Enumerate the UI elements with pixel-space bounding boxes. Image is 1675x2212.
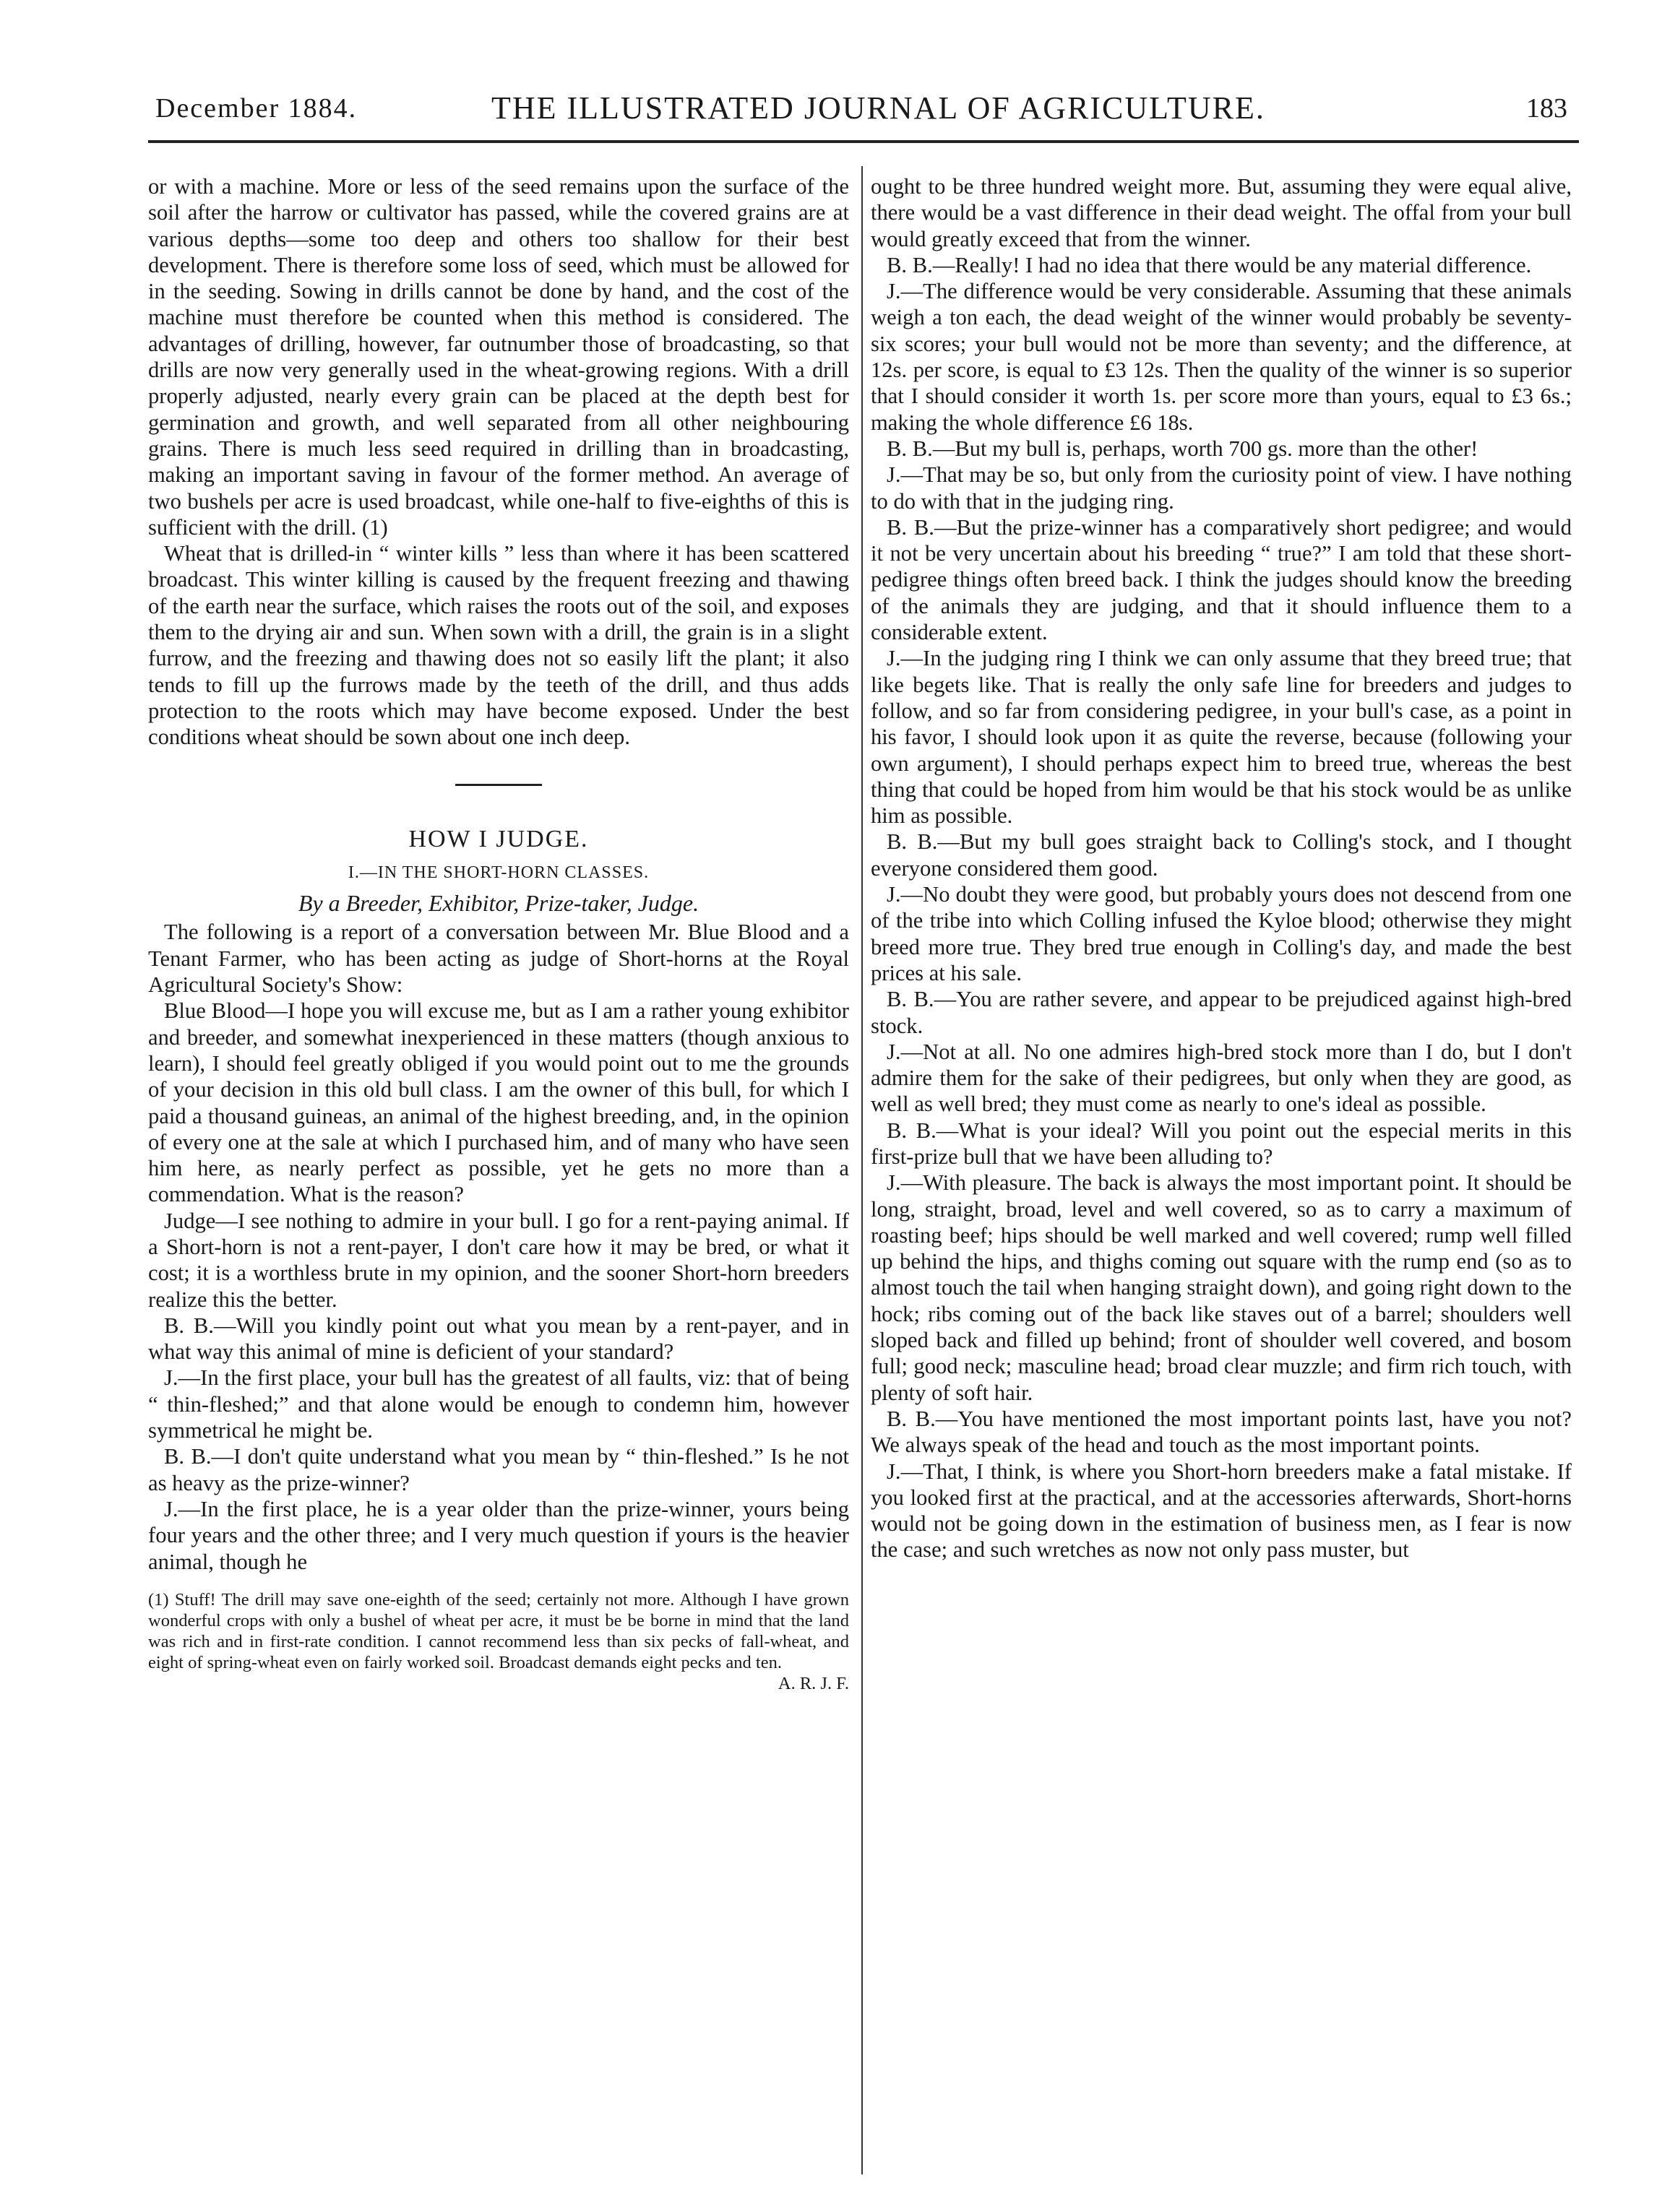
paragraph: B. B.—Really! I had no idea that there would be any material difference. [887, 252, 1532, 277]
paragraph: Wheat that is drilled-in “ winter kills ” less than where it has been scattered broadcast. This winter killing is caused by the frequent freezing and thawing of the earth near the surface, which raises the roots out of the soil, and exposes them to the drying air and sun. When sown with a drill, the grain is in a slight furrow, and the freezing and thawing does not so easily lift the plant; it also tends to fill up the furrows made by the teeth of the drill, and thus adds protection to the roots which may have become exposed. Under the best conditions wheat should be sown about one inch deep. [148, 541, 849, 750]
paragraph: ought to be three hundred weight more. But, assuming they were equal alive, there would be a vast difference in their dead weight. The offal from your bull would greatly exceed that from the winner. [871, 174, 1572, 251]
paragraph: B. B.—What is your ideal? Will you point out the especial merits in this first-prize bull that we have been alluding to? [871, 1118, 1572, 1169]
paragraph: J.—In the first place, he is a year older than the prize-winner, yours being four years and the other three; and I very much question if yours is the heavier animal, though he [148, 1496, 849, 1574]
paragraph: or with a machine. More or less of the seed remains upon the surface of the soil after the harrow or cultivator has passed, while the covered grains are at various depths—some too deep and others too shallow for their best development. There is therefore some loss of seed, which must be allowed for in the seeding. Sowing in drills cannot be done by hand, and the cost of the machine must therefore be counted when this method is considered. The advantages of drilling, however, far outnumber those of broadcasting, so that drills are now very generally used in the wheat-growing regions. With a drill properly adjusted, nearly every grain can be placed at the depth best for germination and growth, and well separated from all other neighbouring grains. There is much less seed required in drilling than in broadcasting, making an important saving in favour of the former method. An average of two bushels per acre is used broadcast, while one-half to five-eighths of this is sufficient with the drill. (1) [148, 174, 849, 540]
paragraph: B. B.—But my bull is, perhaps, worth 700 gs. more than the other! [887, 436, 1478, 461]
paragraph: J.—No doubt they were good, but probably yours does not descend from one of the tribe into which Colling infused the Kyloe blood; otherwise they might breed more true. They bred true enough in Colling's day, and made the best prices at his sale. [871, 882, 1572, 985]
paragraph: J.—In the judging ring I think we can only assume that they breed true; that like begets like. That is really the only safe line for breeders and judges to follow, and so far from considering pedigree, in your bull's case, as a point in his favor, I should look upon it as quite the reverse, because (following your own argument), I should perhaps expect him to breed true, whereas the best thing that could be hoped from him would be that his stock would be as unlike him as possible. [871, 646, 1572, 829]
paragraph: B. B.—Will you kindly point out what you mean by a rent-payer, and in what way this animal of mine is deficient of your standard? [148, 1313, 849, 1365]
left-column [148, 173, 849, 1694]
paragraph: B. B.—I don't quite understand what you mean by “ thin-fleshed.” Is he not as heavy as the prize-winner? [148, 1444, 849, 1495]
paragraph: J.—With pleasure. The back is always the most important point. It should be long, straight, broad, level and well covered, so as to carry a maximum of roasting beef; hips should be well marked and well covered; rump well filled up behind the hips, and thighs coming out square with the rump end (so as to almost touch the tail when hanging straight down), and going right down to the hock; ribs coming out of the back like staves out of a barrel; shoulders well sloped back and filled up behind; front of shoulder well covered, and bosom full; good neck; masculine head; broad clear muzzle; and firm rich touch, with plenty of soft hair. [871, 1170, 1572, 1405]
page-number: 183 [1526, 93, 1567, 124]
section-byline: By a Breeder, Exhibitor, Prize-taker, Judge. [298, 890, 699, 917]
section-divider [455, 784, 542, 786]
paragraph: J.—In the first place, your bull has the greatest of all faults, viz: that of being “ thin-fleshed;” and that alone would be enough to condemn him, however symmetrical he might be. [148, 1365, 849, 1443]
paragraph: J.—That may be so, but only from the curiosity point of view. I have nothing to do with that in the judging ring. [871, 462, 1572, 514]
right-column [871, 173, 1572, 1563]
header-date: December 1884. [155, 93, 358, 124]
footnote-text: (1) Stuff! The drill may save one-eighth of the seed; certainly not more. Although I have grown wonderful crops with only a bushel of wheat per acre, it must be be borne in mind that the land was rich and in first-rate condition. I cannot recommend less than six pecks of fall-wheat, and eight of spring-wheat even on fairly worked soil. Broadcast demands eight pecks and ten. [148, 1589, 849, 1672]
paragraph: B. B.—But the prize-winner has a comparatively short pedigree; and would it not be very uncertain about his breeding “ true?” I am told that these short-pedigree things often breed back. I think the judges should know the breeding of the animals they are judging, and that it should influence them to a considerable extent. [871, 514, 1572, 645]
section-title: HOW I JUDGE. [408, 825, 589, 852]
paragraph: J.—That, I think, is where you Short-horn breeders make a fatal mistake. If you looked first at the practical, and at the accessories afterwards, Short-horns would not be going down in the estimation of business men, as I fear is now the case; and such wretches as now not only pass muster, but [871, 1459, 1572, 1563]
paragraph: B. B.—You are rather severe, and appear to be prejudiced against high-bred stock. [871, 987, 1572, 1038]
paragraph: J.—Not at all. No one admires high-bred stock more than I do, but I don't admire them for the sake of their pedigrees, but only when they are good, as well as well bred; they must come as nearly to one's ideal as possible. [871, 1039, 1572, 1117]
header-rule [148, 140, 1579, 143]
journal-title: THE ILLUSTRATED JOURNAL OF AGRICULTURE. [491, 90, 1265, 126]
paragraph: B. B.—You have mentioned the most important points last, have you not? We always speak of the head and touch as the most important points. [871, 1406, 1572, 1458]
paragraph: Judge—I see nothing to admire in your bull. I go for a rent-paying animal. If a Short-horn is not a rent-payer, I don't care how it may be bred, or what it cost; it is a worthless brute in my opinion, and the sooner Short-horn breeders realize this the better. [148, 1208, 849, 1312]
section-subtitle: I.—IN THE SHORT-HORN CLASSES. [348, 863, 650, 882]
footnote-signature: A. R. J. F. [778, 1673, 849, 1693]
paragraph: B. B.—But my bull goes straight back to Colling's stock, and I thought everyone considered them good. [871, 829, 1572, 881]
paragraph: Blue Blood—I hope you will excuse me, but as I am a rather young exhibitor and breeder, and somewhat inexperienced in these matters (though anxious to learn), I should feel greatly obliged if you would point out to me the grounds of your decision in this old bull class. I am the owner of this bull, for which I paid a thousand guineas, an animal of the highest breeding, and, in the opinion of every one at the sale at which I purchased him, and of many who have seen him here, as nearly perfect as possible, yet he gets no more than a commendation. What is the reason? [148, 998, 849, 1207]
footnote [148, 1589, 849, 1693]
column-divider [861, 166, 863, 2174]
page-header [0, 0, 1675, 166]
paragraph: J.—The difference would be very considerable. Assuming that these animals weigh a ton each, the dead weight of the winner would probably be seventy-six scores; your bull would not be more than seventy; and the difference, at 12s. per score, is equal to £3 12s. Then the quality of the winner is so superior that I should consider it worth 1s. per score more than yours, equal to £3 6s.; making the whole difference £6 18s. [871, 279, 1572, 435]
paragraph: The following is a report of a conversation between Mr. Blue Blood and a Tenant Farmer, who has been acting as judge of Short-horns at the Royal Agricultural Society's Show: [148, 920, 849, 998]
